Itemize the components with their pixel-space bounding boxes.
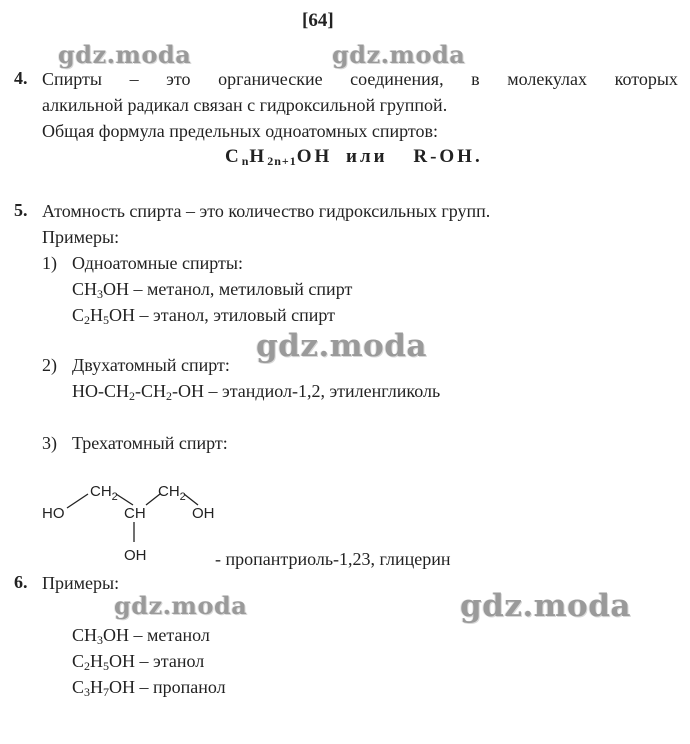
formula-roh: R-OH. <box>413 146 483 167</box>
text: H <box>90 677 104 697</box>
subscript: 2 <box>84 313 91 327</box>
question-number-5: 5. <box>14 200 28 220</box>
text: HO-CH <box>72 381 129 401</box>
question-number-6: 6. <box>14 572 28 592</box>
q5-ethanol <box>72 304 335 326</box>
bond <box>116 494 133 505</box>
word: органические <box>218 69 323 89</box>
text: C <box>72 677 85 697</box>
watermark: gdz.moda <box>114 591 248 620</box>
glycerin-name: - пропантриоль-1,23, глицерин <box>215 549 451 569</box>
subscript: 2 <box>129 389 135 403</box>
ch2-left: $CH_2$ <box>90 483 118 503</box>
bond <box>184 494 198 505</box>
subscript: 3 <box>97 633 104 647</box>
question-number-4: 4. <box>14 68 28 88</box>
general-formula <box>225 146 483 168</box>
q5-item1-marker: 1) <box>42 253 57 273</box>
text: -CH <box>135 381 166 401</box>
text: H <box>90 651 104 671</box>
formula-sub-n: n <box>241 154 250 168</box>
text: OH – метанол <box>103 625 210 645</box>
word: в <box>471 69 480 89</box>
q5-item3-marker: 3) <box>42 433 57 453</box>
q5-glycol <box>72 380 440 402</box>
text: OH – этанол <box>109 651 205 671</box>
text: CH <box>72 625 98 645</box>
subscript: 5 <box>103 313 110 327</box>
formula-c: C <box>225 146 242 167</box>
q6-ethanol <box>72 650 204 672</box>
q4-line1 <box>42 68 678 90</box>
formula-or: или <box>346 146 388 167</box>
subscript: 5 <box>103 659 110 673</box>
word: – <box>129 69 139 89</box>
q5-line1: Атомность спирта – это количество гидроксильных групп. <box>42 201 491 221</box>
glycerin-structure <box>38 476 228 568</box>
q6-propanol <box>72 676 226 698</box>
text: C <box>72 651 85 671</box>
watermark: gdz.moda <box>58 40 192 69</box>
q5-item1-title: Одноатомные спирты: <box>72 253 243 273</box>
text: OH – этанол, этиловый спирт <box>109 305 336 325</box>
text: OH – пропанол <box>109 677 226 697</box>
oh-right: OH <box>192 505 215 522</box>
word: которых <box>614 69 678 89</box>
q5-item2-marker: 2) <box>42 355 57 375</box>
subscript: 7 <box>103 685 110 699</box>
text: -OH – этандиол-1,2, этиленгликоль <box>172 381 441 401</box>
formula-oh: OH <box>296 146 333 167</box>
formula-h: H <box>249 146 268 167</box>
word: соединения, <box>350 69 444 89</box>
q5-item3-title: Трехатомный спирт: <box>72 433 228 453</box>
word: молекулах <box>507 69 588 89</box>
subscript: 3 <box>97 287 104 301</box>
q6-examples-label: Примеры: <box>42 573 120 593</box>
watermark: gdz.moda <box>256 328 427 364</box>
q5-item2-title: Двухатомный спирт: <box>72 355 230 375</box>
subscript: 2 <box>84 659 91 673</box>
q6-methanol <box>72 624 210 646</box>
text: CH <box>72 279 98 299</box>
formula-sub-2n1: 2n+1 <box>267 154 297 168</box>
oh-bottom: OH <box>124 547 147 564</box>
ch-middle: CH <box>124 505 146 522</box>
text: OH – метанол, метиловый спирт <box>103 279 353 299</box>
bond <box>67 494 88 508</box>
ch2-right: $CH_2$ <box>158 483 186 503</box>
text: H <box>90 305 104 325</box>
text: C <box>72 305 85 325</box>
page-number: [64] <box>302 10 334 31</box>
watermark: gdz.moda <box>460 588 631 624</box>
q4-line3: Общая формула предельных одноатомных спиртов: <box>42 121 439 141</box>
q4-line2: алкильной радикал связан с гидроксильной группой. <box>42 95 448 115</box>
ho-left: HO <box>42 505 65 522</box>
q5-examples-label: Примеры: <box>42 227 120 247</box>
word: это <box>166 69 191 89</box>
q5-methanol <box>72 278 352 300</box>
subscript: 3 <box>84 685 91 699</box>
subscript: 2 <box>166 389 172 403</box>
word: Спирты <box>42 69 102 89</box>
watermark: gdz.moda <box>332 40 466 69</box>
